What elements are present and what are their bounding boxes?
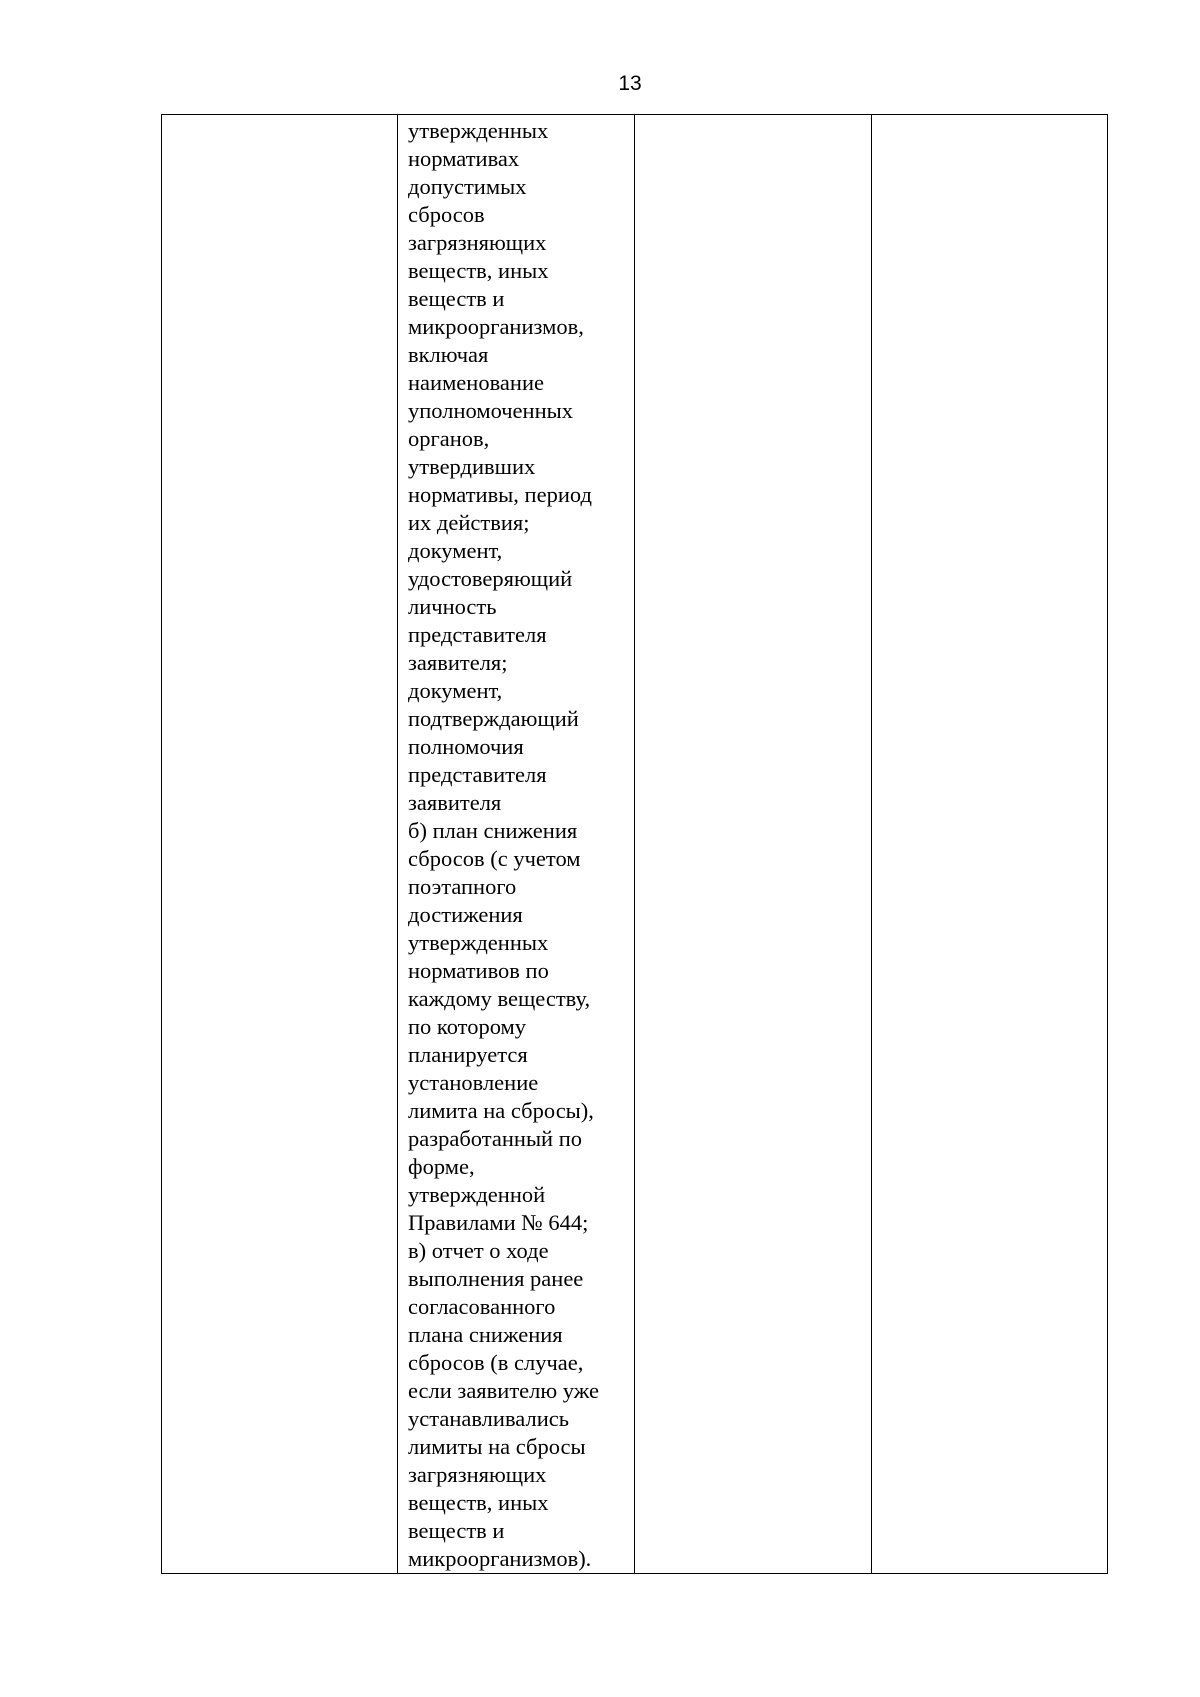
text-line: каждому веществу, [408,986,591,1011]
text-line: документ, [408,538,503,563]
text-line: согласованного [408,1294,556,1319]
text-line: наименование [408,370,544,395]
text-line: утвержденной [408,1182,546,1207]
text-line: уполномоченных [408,398,573,423]
text-line: полномочия [408,734,524,759]
text-line: установление [408,1070,539,1095]
text-line: допустимых [408,174,527,199]
page-number: 13 [618,72,642,95]
text-line: удостоверяющий [408,566,573,591]
text-line: нормативах [408,146,520,171]
table-cell-col4 [872,115,1108,1574]
cell-text-col1 [162,115,397,117]
text-line: веществ, иных [408,1490,549,1515]
table-cell-col3 [635,115,872,1574]
text-line: сбросов (с учетом [408,846,581,871]
text-line: нормативов по [408,958,549,983]
text-line: их действия; [408,510,530,535]
text-line: выполнения ранее [408,1266,584,1291]
text-line: б) план снижения [408,818,578,843]
text-line: утвержденных [408,118,549,143]
text-line: представителя [408,762,547,787]
text-line: разработанный по [408,1126,583,1151]
text-line: плана снижения [408,1322,563,1347]
text-line: микроорганизмов, [408,314,584,339]
text-line: утвержденных [408,930,549,955]
table-cell-col1 [162,115,398,1574]
text-line: веществ и [408,1518,505,1543]
text-line: если заявителю уже [408,1378,599,1403]
cell-text-col2 [398,115,634,1573]
text-line: микроорганизмов). [408,1546,592,1571]
text-line: Правилами № 644; [408,1210,589,1235]
text-line: устанавливались [408,1406,569,1431]
text-line: в) отчет о ходе [408,1238,549,1263]
text-line: веществ, иных [408,258,549,283]
text-line: лимиты на сбросы [408,1434,586,1459]
text-line: сбросов [408,202,485,227]
text-line: по которому [408,1014,527,1039]
text-line: личность [408,594,497,619]
text-line: планируется [408,1042,528,1067]
cell-text-col4 [872,115,1107,117]
text-line: загрязняющих [408,230,547,255]
text-line: заявителя [408,790,502,815]
text-line: документ, [408,678,503,703]
document-table [161,114,1108,1574]
table-row [162,115,1108,1574]
text-line: заявителя; [408,650,508,675]
text-line: органов, [408,426,490,451]
text-line: утвердивших [408,454,536,479]
text-line: подтверждающий [408,706,579,731]
text-line: лимита на сбросы), [408,1098,594,1123]
text-line: форме, [408,1154,475,1179]
text-line: сбросов (в случае, [408,1350,584,1375]
text-line: представителя [408,622,547,647]
text-line: веществ и [408,286,505,311]
text-line: включая [408,342,489,367]
cell-text-col3 [635,115,871,117]
text-line: нормативы, период [408,482,592,507]
text-line: достижения [408,902,523,927]
table-cell-col2 [398,115,635,1574]
text-line: поэтапного [408,874,517,899]
text-line: загрязняющих [408,1462,547,1487]
